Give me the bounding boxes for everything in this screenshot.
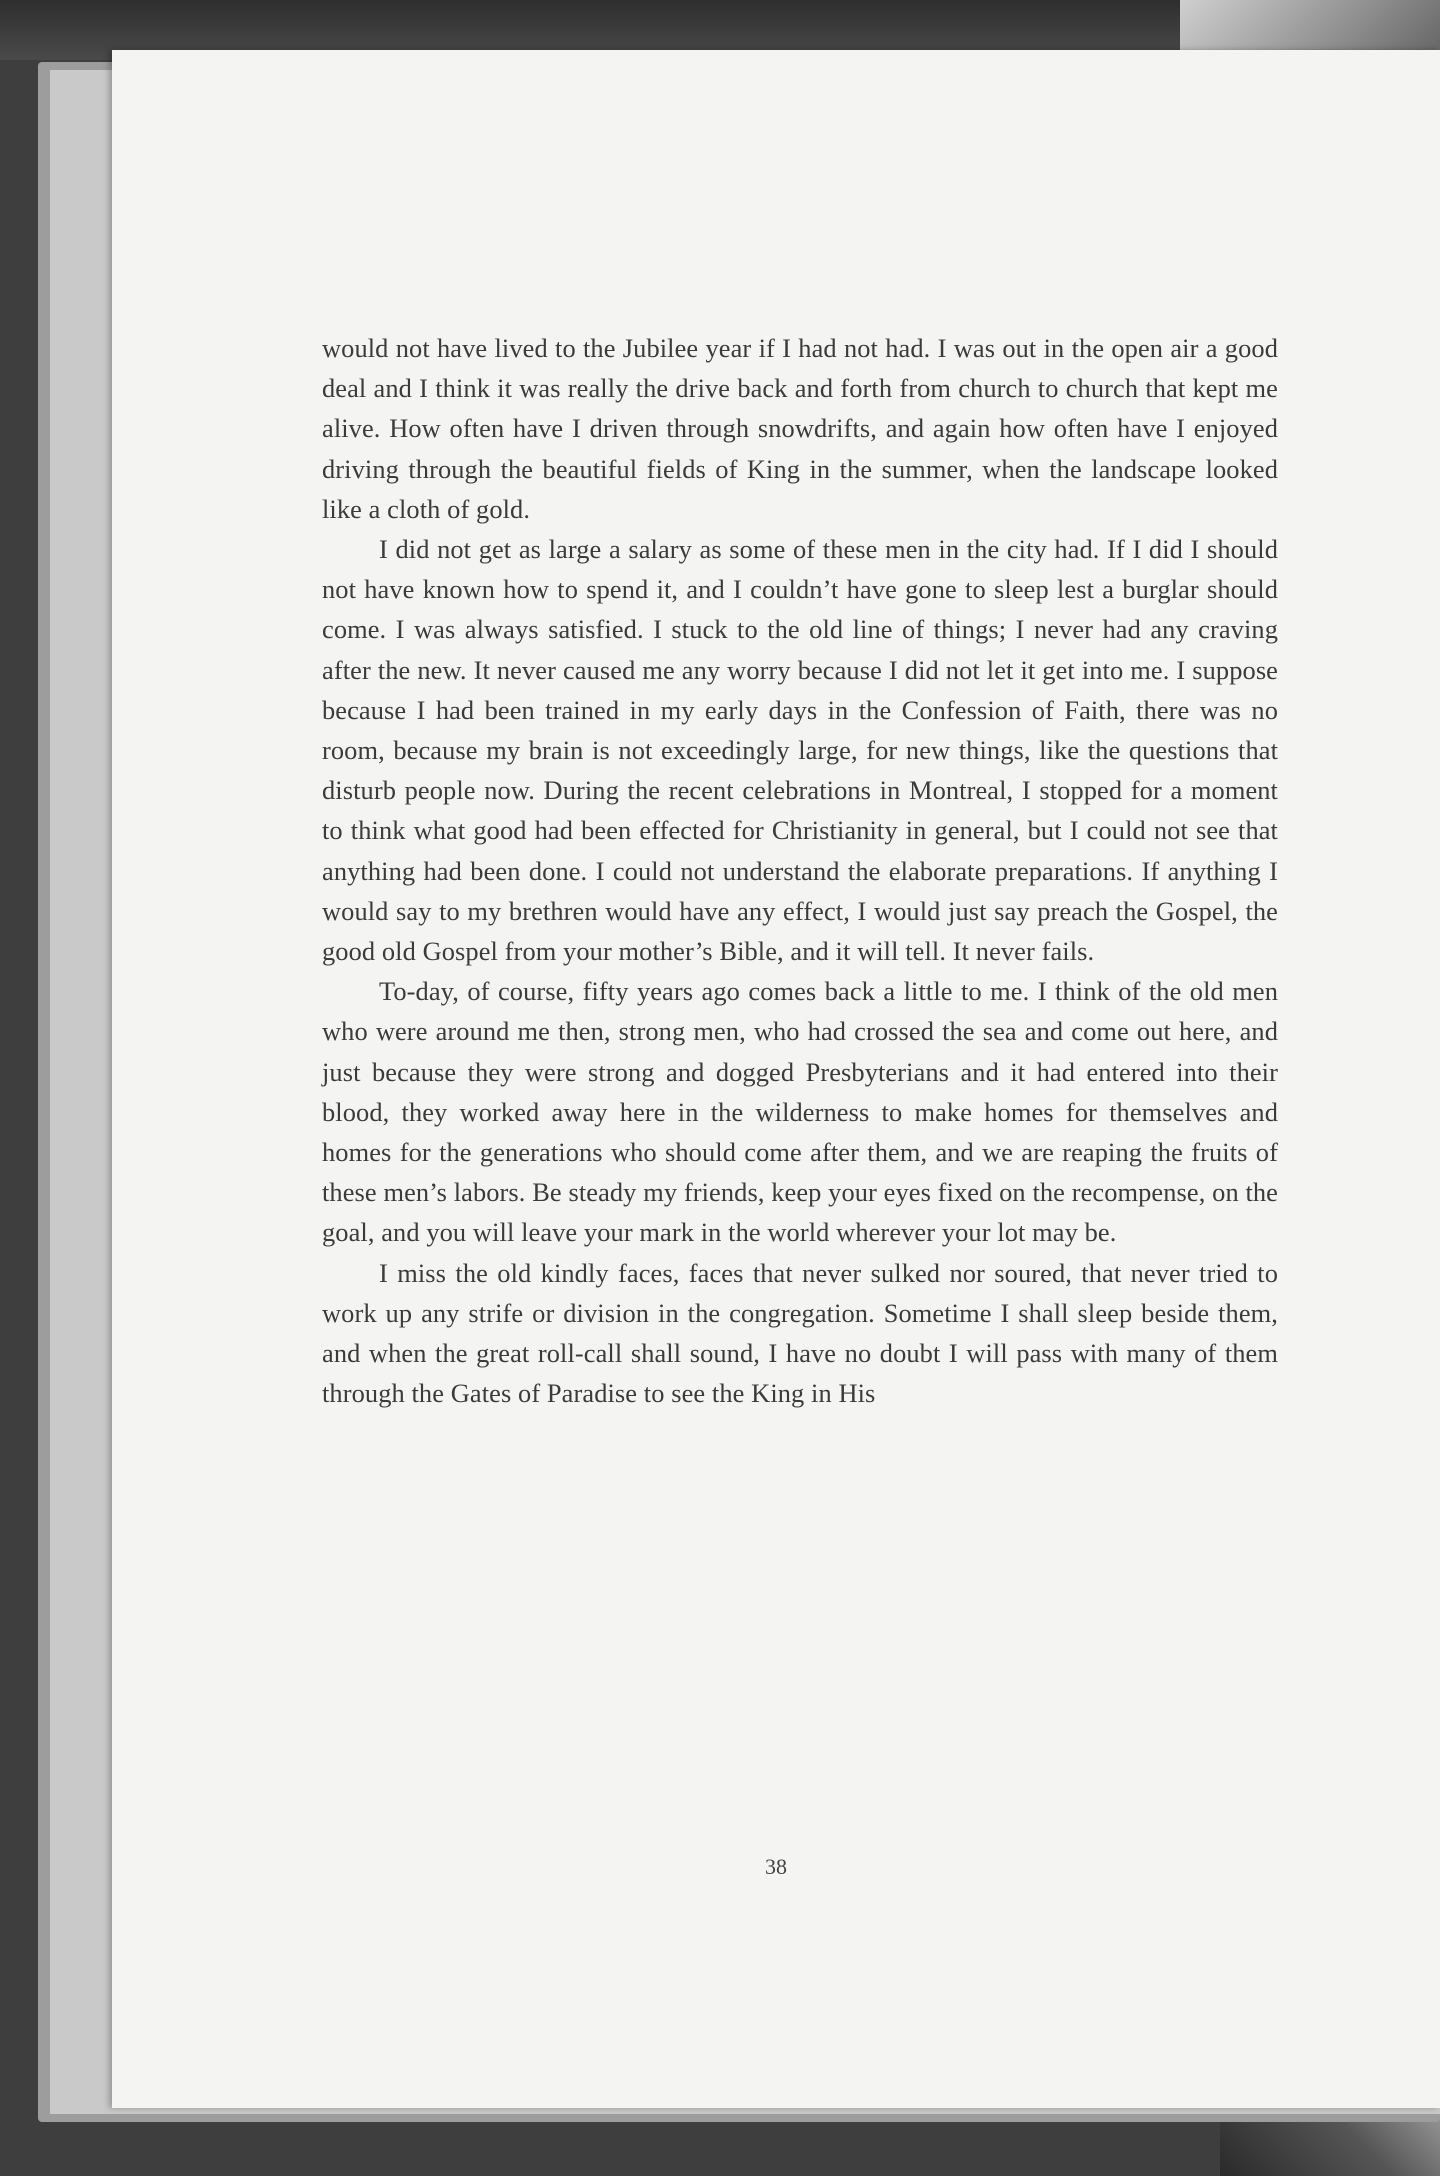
paragraph-fifty-years: To-day, of course, fifty years ago comes back a little to me. I think of the old men who were around me then, strong men, who had crossed the sea and come out here, and just because they were strong and dogged Presbyterians and it had entered into their blood, they worked away here in the wilderness to make homes for themselves and homes for the generations who should come after them, and we are reaping the fruits of these men’s labors. Be steady my friends, keep your eyes fixed on the recompense, on the goal, and you will leave your mark in the world wherever your lot may be. <box>322 976 1278 1248</box>
paragraph-salary: I did not get as large a salary as some of these men in the city had. If I did I should not have known how to spend it, and I couldn’t have gone to sleep lest a burglar should come. I was always satisfied. I stuck to the old line of things; I never had any craving after the new. It never caused me any worry because I did not let it get into me. I suppose because I had been trained in my early days in the Confession of Faith, there was no room, because my brain is not exceedingly large, for new things, like the questions that disturb people now. During the recent celebrations in Montreal, I stopped for a moment to think what good had been effected for Christianity in general, but I could not see that anything had been done. I could not understand the elaborate preparations. If anything I would say to my brethren would have any effect, I would just say preach the Gospel, the good old Gospel from your mother’s Bible, and it will tell. It never fails. <box>322 534 1278 967</box>
paragraph-continuation: would not have lived to the Jubilee year if I had not had. I was out in the open air a good deal and I think it was really the drive back and forth from church to church that kept me alive. How often have I driven through snowdrifts, and again how often have I enjoyed driving through the beautiful fields of King in the summer, when the landscape looked like a cloth of gold. <box>322 333 1278 524</box>
page-number: 38 <box>765 1854 787 1879</box>
paragraph-kindly-faces: I miss the old kindly faces, faces that never sulked nor soured, that never tried to work up any strife or division in the congregation. Sometime I shall sleep beside them, and when the great roll-call shall sound, I have no doubt I will pass with many of them through the Gates of Paradise to see the King in His <box>322 1257 1278 1409</box>
book-page <box>112 50 1440 2108</box>
page-body-text <box>322 328 1278 1413</box>
